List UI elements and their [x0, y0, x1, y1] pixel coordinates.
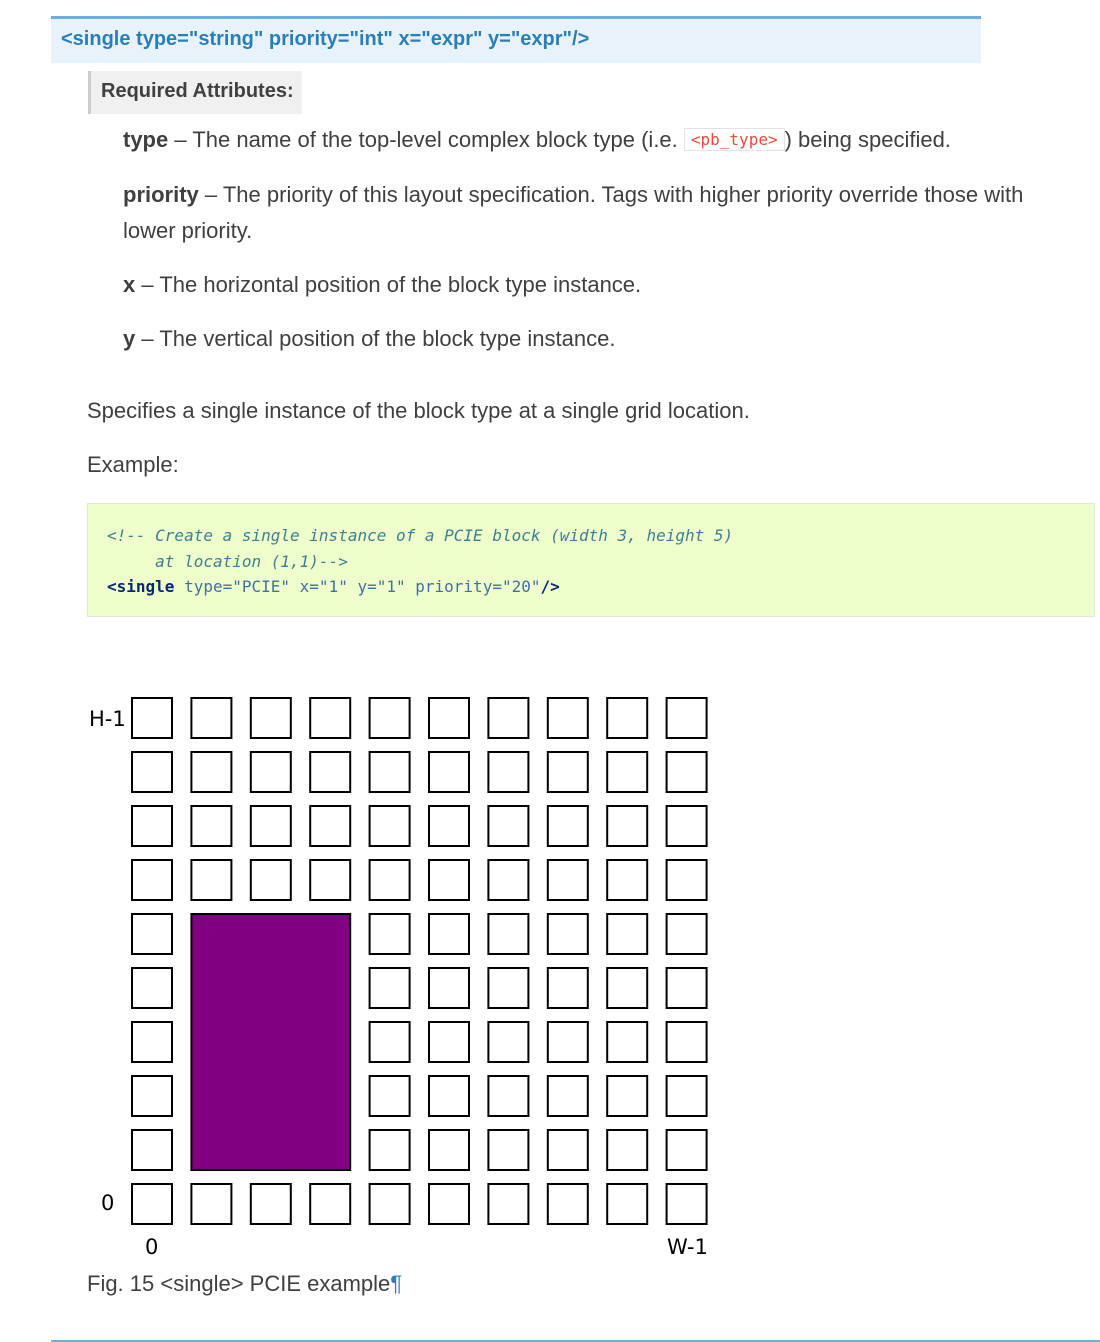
code-attr-priority: priority="20"	[405, 577, 541, 596]
signature-header: <single type="string" priority="int" x="expr" y="expr"/>	[51, 16, 981, 63]
attr-x-desc: – The horizontal position of the block type instance.	[135, 272, 642, 297]
grid-tile	[429, 1184, 469, 1224]
grid-tile	[132, 1022, 172, 1062]
grid-tile	[429, 860, 469, 900]
grid-tile	[251, 860, 291, 900]
grid-tile	[429, 968, 469, 1008]
grid-tile	[667, 914, 707, 954]
grid-tile	[607, 914, 647, 954]
grid-tile	[191, 698, 231, 738]
grid-tile	[132, 968, 172, 1008]
grid-tile	[548, 1130, 588, 1170]
attr-priority	[123, 177, 1073, 249]
grid-tile	[548, 806, 588, 846]
grid-tile	[370, 1130, 410, 1170]
grid-tile	[607, 1130, 647, 1170]
grid-tile	[132, 806, 172, 846]
caption-permalink[interactable]: ¶	[390, 1271, 403, 1296]
grid-tile	[191, 1184, 231, 1224]
grid-tile	[310, 1184, 350, 1224]
grid-tile	[370, 914, 410, 954]
attr-type	[123, 122, 1073, 158]
grid-tile	[132, 1076, 172, 1116]
grid-tile	[488, 860, 528, 900]
grid-tile	[310, 752, 350, 792]
grid-tile	[310, 806, 350, 846]
code-comment-line2: at location (1,1)-->	[107, 551, 348, 571]
example-label: Example:	[87, 452, 179, 477]
grid-tile	[132, 1130, 172, 1170]
grid-tile	[667, 860, 707, 900]
grid-tile	[310, 698, 350, 738]
caption-text: Fig. 15 <single> PCIE example	[87, 1271, 391, 1296]
grid-tile	[488, 1076, 528, 1116]
grid-tile	[429, 806, 469, 846]
attr-x-name: x	[123, 272, 136, 297]
grid-tile	[667, 806, 707, 846]
grid-tile	[429, 698, 469, 738]
code-comment-line1: <!-- Create a single instance of a PCIE block (width 3, height 5)	[107, 526, 734, 545]
grid-tile	[667, 1130, 707, 1170]
grid-tile	[488, 1184, 528, 1224]
attr-priority-name: priority	[123, 182, 199, 207]
grid-tile	[251, 698, 291, 738]
grid-tile	[607, 1022, 647, 1062]
grid-tile	[548, 860, 588, 900]
pb-type-code: <pb_type>	[684, 128, 785, 151]
label-right-x: W-1	[667, 1235, 708, 1259]
grid-tile	[548, 1184, 588, 1224]
grid-tile	[488, 914, 528, 954]
grid-tile	[488, 968, 528, 1008]
grid-tile	[607, 860, 647, 900]
grid-tile	[607, 752, 647, 792]
grid-tile	[667, 752, 707, 792]
label-left-x: 0	[145, 1235, 159, 1259]
grid-tile	[607, 968, 647, 1008]
grid-tile	[191, 752, 231, 792]
grid-tile	[667, 1076, 707, 1116]
grid-tile	[429, 1076, 469, 1116]
grid-tile	[488, 1022, 528, 1062]
grid-tile	[370, 752, 410, 792]
grid-tile	[548, 752, 588, 792]
grid-tile	[607, 1184, 647, 1224]
grid-tile	[667, 1184, 707, 1224]
grid-tile	[429, 914, 469, 954]
attr-priority-desc: – The priority of this layout specification. Tags with higher priority override those with lower priority.	[123, 182, 1024, 243]
grid-tile	[607, 806, 647, 846]
grid-tile	[607, 698, 647, 738]
figure-caption	[87, 1271, 402, 1297]
attr-type-desc-after: ) being specified.	[784, 127, 951, 152]
attr-y-desc: – The vertical position of the block type instance.	[135, 326, 616, 351]
pcie-block	[191, 914, 350, 1170]
grid-tile	[251, 1184, 291, 1224]
grid-tile	[310, 860, 350, 900]
grid-tile	[607, 1076, 647, 1116]
grid-tile	[132, 1184, 172, 1224]
grid-diagram	[80, 680, 740, 1260]
code-attr-y: y="1"	[347, 577, 406, 596]
grid-tile	[488, 698, 528, 738]
grid-tile	[548, 1022, 588, 1062]
grid-tile	[429, 1130, 469, 1170]
grid-tile	[191, 806, 231, 846]
required-attributes-heading: Required Attributes:	[88, 71, 302, 114]
grid-tile	[429, 1022, 469, 1062]
grid-tile	[548, 1076, 588, 1116]
grid-figure	[80, 680, 740, 1260]
grid-tile	[370, 806, 410, 846]
grid-tile	[548, 968, 588, 1008]
label-bottom-y: 0	[101, 1191, 115, 1215]
grid-tile	[548, 698, 588, 738]
grid-tile	[251, 752, 291, 792]
grid-tile	[548, 914, 588, 954]
grid-tile	[132, 860, 172, 900]
code-attr-x: x="1"	[290, 577, 348, 596]
description-paragraph: Specifies a single instance of the block type at a single grid location.	[87, 398, 750, 423]
grid-tile	[251, 806, 291, 846]
grid-tile	[132, 914, 172, 954]
attr-y	[123, 321, 1073, 357]
attr-y-name: y	[123, 326, 136, 351]
grid-tile	[370, 860, 410, 900]
code-tag-close: />	[540, 577, 560, 596]
code-attr-type: type="PCIE"	[174, 577, 291, 596]
grid-tile	[132, 698, 172, 738]
grid-tile	[370, 968, 410, 1008]
grid-tile	[370, 1184, 410, 1224]
label-top-y: H-1	[89, 707, 126, 731]
grid-tile	[488, 806, 528, 846]
grid-tile	[488, 752, 528, 792]
grid-tile	[370, 1022, 410, 1062]
grid-tile	[667, 968, 707, 1008]
grid-tile	[370, 698, 410, 738]
grid-tile	[667, 1022, 707, 1062]
grid-tile	[488, 1130, 528, 1170]
attr-type-desc-before: – The name of the top-level complex block type (i.e.	[168, 127, 684, 152]
grid-tile	[667, 698, 707, 738]
grid-tile	[191, 860, 231, 900]
grid-tile	[132, 752, 172, 792]
code-tag-open: <single	[107, 577, 175, 596]
attr-type-name: type	[123, 127, 169, 152]
attr-x	[123, 267, 1073, 303]
grid-tile	[370, 1076, 410, 1116]
code-example	[87, 503, 1095, 617]
grid-tile	[429, 752, 469, 792]
